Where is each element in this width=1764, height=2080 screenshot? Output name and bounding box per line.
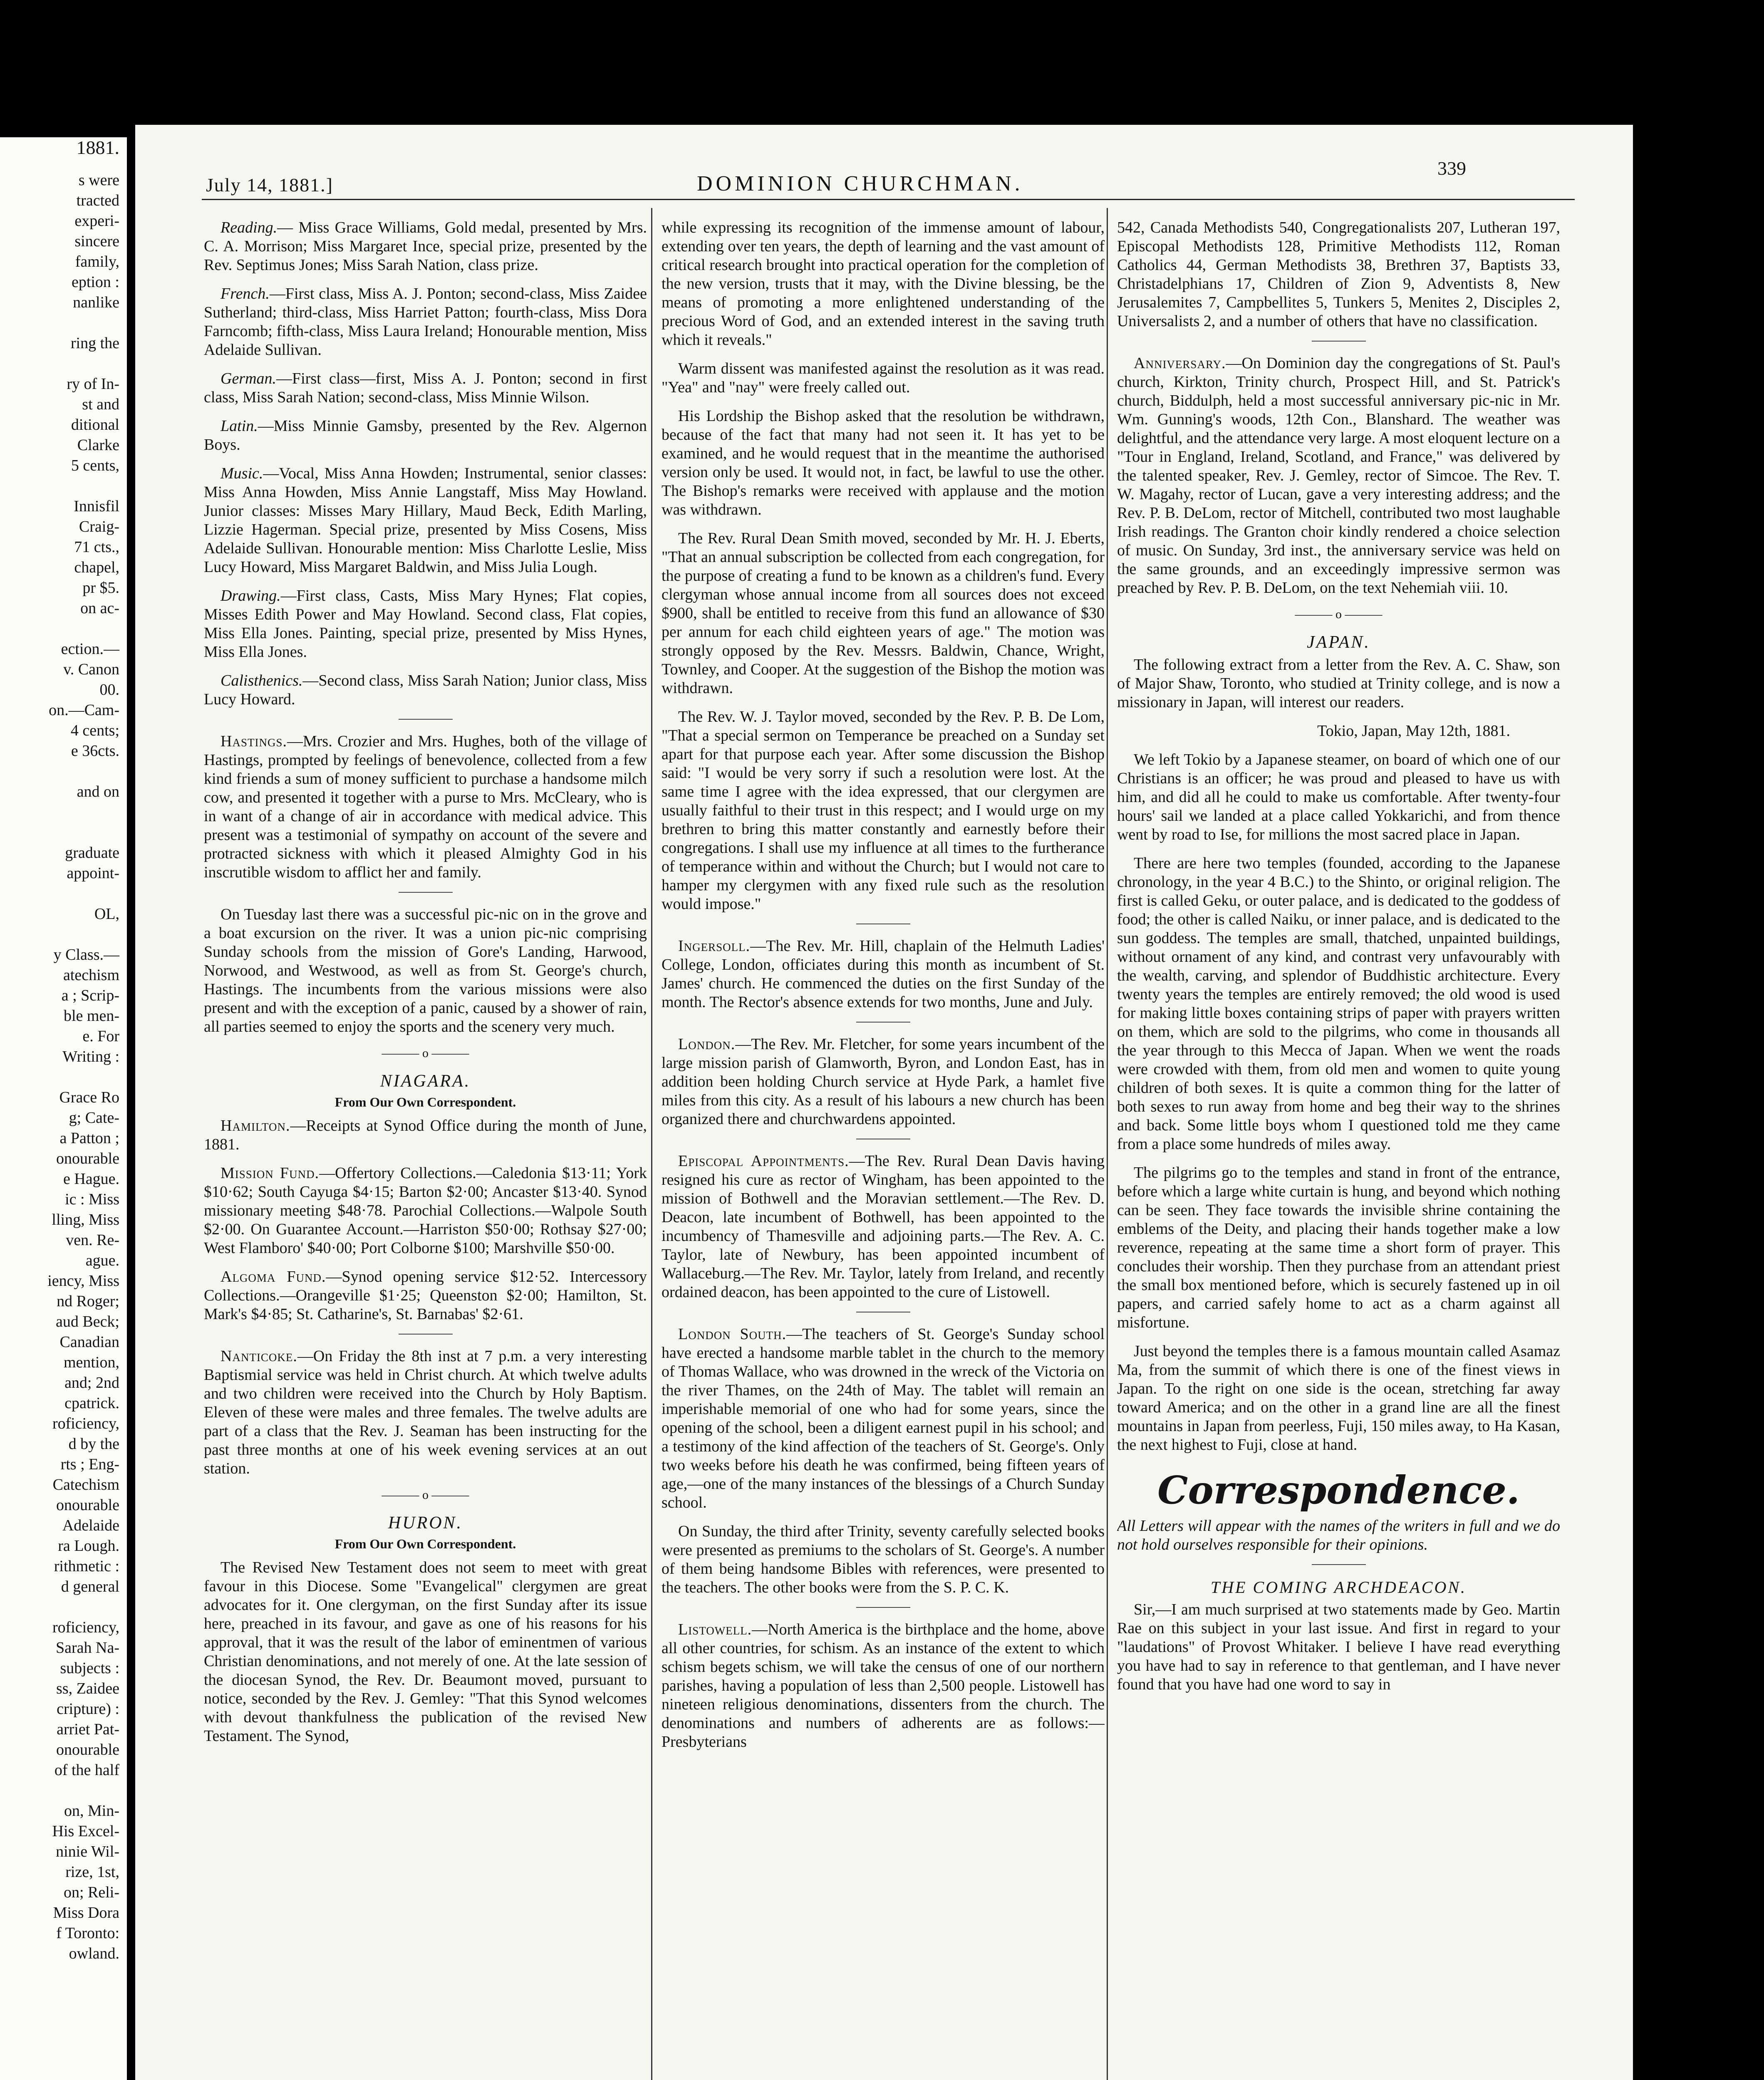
editorial-note: All Letters will appear with the names of the writers in full and we do not hold ourselves responsible for their opinions. <box>1117 1517 1560 1553</box>
left-page-line: roficiency, <box>52 1619 119 1636</box>
left-page-line: and; 2nd <box>64 1374 119 1392</box>
left-page-line: ague. <box>85 1252 119 1269</box>
left-page-line <box>0 1067 127 1087</box>
left-page-number: 1881. <box>76 137 119 158</box>
left-page-line: rts ; Eng- <box>60 1456 119 1473</box>
left-page-line <box>0 802 127 822</box>
left-page-line: 5 cents, <box>71 457 119 474</box>
left-page-fragment <box>0 137 127 2080</box>
left-page-line: rithmetic : <box>54 1558 119 1575</box>
left-page-line: arriet Pat- <box>57 1721 119 1738</box>
paragraph: His Lordship the Bishop asked that the resolution be withdrawn, because of the fact that many had not seen it. It has yet to be examined, and he would request that in the meantime the authorised version only be used. It would not, in fact, be lawful to use the other. The Bishop's remarks were received with applause and the motion was withdrawn. <box>662 407 1105 518</box>
left-page-line: His Excel- <box>52 1822 119 1840</box>
header-rule <box>202 199 1575 200</box>
section-divider <box>1312 1564 1366 1565</box>
article-mission-fund: Mission Fund.—Offertory Collections.—Caledonia $13·11; York $10·62; South Cayuga $4·15; Barton $2·00; Ancaster $13·40. Synod missionary meeting $48·78. Parochial Collections.—Walpole South $2·00. On Guarantee Account.—Harriston $50·00; Rothsay $27·00; West Flamboro' $40·00; Port Colborne $100; Marshville $50·00. <box>204 1164 647 1257</box>
left-page-line: sincere <box>74 233 119 250</box>
left-page-line: ss, Zaidee <box>56 1680 119 1697</box>
left-page-line: and on <box>77 783 119 800</box>
section-divider <box>856 1022 910 1023</box>
paragraph: On Sunday, the third after Trinity, seventy carefully selected books were presented as premiums to the scholars of St. George's. A number of them being handsome Bibles with references, were presented to the teachers. The other books were from the S. P. C. K. <box>662 1523 1105 1596</box>
article-german: German.—First class—first, Miss A. J. Ponton; second in first class, Miss Sarah Nation; second-class, Miss Minnie Wilson. <box>204 370 647 406</box>
heading-japan: JAPAN. <box>1307 633 1370 652</box>
article-hamilton: Hamilton.—Receipts at Synod Office during the month of June, 1881. <box>204 1117 647 1153</box>
left-page-line: e Hague. <box>63 1170 119 1188</box>
left-page-line: on; Reli- <box>63 1884 119 1901</box>
paragraph: 542, Canada Methodists 540, Congregationalists 207, Lutheran 197, Episcopal Methodists 128, Primitive Methodists 112, Roman Catholics 44, German Methodists 38, Brethren 37, Baptists 33, Christadelphians 17, Children of Zion 9, Adventists 8, New Jerusalemites 7, Campbellites 5, Tunkers 5, Menites 2, Disciples 2, Universalists 2, and a number of others that have no classification. <box>1117 219 1560 330</box>
left-page-line: OL, <box>94 905 119 923</box>
left-page-line: 4 cents; <box>70 722 119 739</box>
article-algoma-fund: Algoma Fund.—Synod opening service $12·52. Intercessory Collections.—Orangeville $1·25; Queenston $2·00; Hamilton, St. Mark's $4·85; St. Catharine's, St. Barnabas' $2·61. <box>204 1268 647 1323</box>
column-rule <box>1107 208 1108 2080</box>
left-page-line: ra Lough. <box>58 1537 119 1555</box>
ornamental-divider: ——— o ——— <box>382 1046 469 1060</box>
left-page-line: tracted <box>76 192 119 209</box>
left-page-line: subjects : <box>60 1659 119 1677</box>
letter-text: Sir,—I am much surprised at two statements made by Geo. Martin Rae on this subject in your last issue. And first in regard to your "laudations" of Provost Whitaker. I believe I have read everything you have had to say in reference to that gentleman, and I have never found that you have had one word to say in <box>1117 1601 1560 1693</box>
paragraph: while expressing its recognition of the immense amount of labour, extending over ten years, the depth of learning and the vast amount of critical research brought into practical operation for the completion of the new version, trusts that it may, with the Divine blessing, be the means of promoting a more enlightened understanding of the precious Word of God, and an extended interest in the saving truth which it reveals." <box>662 219 1105 349</box>
left-page-line: lling, Miss <box>52 1211 119 1228</box>
left-page-line: onourable <box>56 1150 119 1167</box>
paragraph: The Rev. W. J. Taylor moved, seconded by the Rev. P. B. De Lom, "That a special sermon on Temperance be preached on a Sunday set apart for that purpose each year. After some discussion the Bishop said: "I would be very sorry if such a resolution were lost. At the same time I agree with the idea expressed, that our clergymen are usually faithful to their trust in this respect; and I would urge on my brethren to bring this matter constantly and earnestly before their congregations. I shall use my influence at all times to the furtherance of temperance within and without the Church; but I would not care to hamper my clergymen with any fixed rule such as the resolution would impose." <box>662 708 1105 913</box>
article-london: London.—The Rev. Mr. Fletcher, for some years incumbent of the large mission parish of Glamworth, Byron, and London East, has in addition been holding Church service at Hyde Park, a hamlet five miles from this city. As a result of his labours a new church has been organized there and churchwardens appointed. <box>662 1035 1105 1128</box>
page-edge <box>1633 125 1764 2080</box>
left-page-line: s were <box>78 171 119 189</box>
left-page-line: e. For <box>82 1028 119 1045</box>
left-page-line: on.—Cam- <box>49 701 119 719</box>
left-page-line: a ; Scrip- <box>61 987 119 1004</box>
left-page-line: Grace Ro <box>59 1089 119 1106</box>
paragraph: There are here two temples (founded, according to the Japanese chronology, in the year 4 B.C.) to the Shinto, or original religion. The first is called Geku, or outer palace, and is dedicated to the goddess of food; the other is called Naiku, or inner palace, and is dedicated to the sun goddess. The temples are small, thatched, unpainted buildings, without ornament of any kind, and contrast very unfavourably with the wealth, carving, and splendor of Buddhistic architecture. Every twenty years the temples are entirely removed; the old wood is used for making little boxes containing strips of paper with prayers written on them, which are sold to the pilgrims, who come in thousands all the year through to this Mecca of Japan. When we went the roads were crowded with them, from old men and women to quite young children of both sexes. It is quite a common thing for the latter of both sexes to run away from home and beg their way to the shrines and back. Some little boys whom I questioned told me they came from a place some hundreds of miles away. <box>1117 854 1560 1153</box>
left-page-line: of the half <box>54 1761 119 1779</box>
left-page-line: v. Canon <box>63 661 119 678</box>
column-rule <box>651 208 652 2080</box>
left-page-line <box>0 476 127 496</box>
left-page-line: eption : <box>71 273 119 291</box>
column-1 <box>204 218 647 2080</box>
page-number: 339 <box>1437 158 1466 179</box>
left-page-line: appoint- <box>67 864 119 882</box>
article-huron: The Revised New Testament does not seem to meet with great favour in this Diocese. Some "Evangelical" clergymen are great advocates for it. One clergyman, on the first Sunday after its issue here, preached in its favour, and gave as one of his reasons for his approval, that it was the result of the labor of eminentmen of various Christian denominations, and not merely of one. At the late session of the diocesan Synod, the Rev. Dr. Beaumont moved, pursuant to notice, seconded by the Rev. J. Gemley: "That this Synod welcomes with devout thankfulness the publication of the revised New Testament. The Synod, <box>204 1559 647 1745</box>
left-page-line <box>0 619 127 639</box>
left-page-line <box>0 354 127 374</box>
article-calisthenics: Calisthenics.—Second class, Miss Sarah Nation; Junior class, Miss Lucy Howard. <box>204 672 647 708</box>
left-page-line: Clarke <box>77 436 119 454</box>
paragraph: The following extract from a letter from the Rev. A. C. Shaw, son of Major Shaw, Toronto, who studied at Trinity college, and is now a missionary in Japan, will interest our readers. <box>1117 656 1560 711</box>
left-page-line: cpatrick. <box>64 1394 119 1412</box>
masthead-title: DOMINION CHURCHMAN. <box>697 172 1023 196</box>
heading-correspondence: Correspondence. <box>1157 1468 1520 1513</box>
left-page-line: iency, Miss <box>47 1272 119 1290</box>
left-page-line: nanlike <box>73 294 119 311</box>
article-latin: Latin.—Miss Minnie Gamsby, presented by the Rev. Algernon Boys. <box>204 417 647 453</box>
column-2 <box>662 218 1105 2080</box>
left-page-line: Catechism <box>52 1476 119 1493</box>
left-page-line: atechism <box>63 966 119 984</box>
left-page-line: ry of In- <box>67 375 119 393</box>
article-nanticoke: Nanticoke.—On Friday the 8th inst at 7 p.m. a very interesting Baptismial service was held in Christ church. At which twelve adults and two children were received into the Church by Holy Baptism. Eleven of these were males and three females. The twelve adults are part of a class that the Rev. J. Seaman has been instructing for the past three months at one of his week evening services at an out station. <box>204 1347 647 1477</box>
left-page-line: on, Min- <box>64 1802 119 1820</box>
left-page-line: 71 cts., <box>74 538 119 556</box>
left-page-line: owland. <box>69 1945 119 1962</box>
article-reading: Reading.— Miss Grace Williams, Gold medal, presented by Mrs. C. A. Morrison; Miss Margaret Ince, special prize, presented by the Rev. Septimus Jones; Miss Sarah Nation, class prize. <box>204 219 647 274</box>
page-header <box>135 125 1633 200</box>
left-page-line: nd Roger; <box>57 1293 119 1310</box>
left-page-line: Innisfil <box>74 498 119 515</box>
left-page-line: ring the <box>70 334 119 352</box>
left-page-line: d general <box>61 1578 119 1595</box>
newspaper-page <box>135 125 1633 2080</box>
left-page-line <box>0 313 127 333</box>
left-page-line: d by the <box>68 1435 119 1453</box>
left-page-line: st and <box>82 396 119 413</box>
left-page-line: roficiency, <box>52 1415 119 1432</box>
subheading-correspondent: From Our Own Correspondent. <box>334 1536 516 1551</box>
article-listowell: Listowell.—North America is the birthplace and the home, above all other countries, for schism. As an instance of the extent to which schism begets schism, we will take the census of one of our northern parishes, having a population of less than 2,500 people. Listowell has nineteen religious denominations, dissenters from the church. The denominations and numbers of adherents are as follows:—Presbyterians <box>662 1621 1105 1751</box>
paragraph: Just beyond the temples there is a famous mountain called Asamaz Ma, from the summit of which there is one of the finest views in Japan. To the right on one side is the ocean, stretching far away toward America; and on the other in a grand line are all the finest mountains in Japan from peerless, Fuji, 150 miles away, to Ha Kasan, the next highest to Fuji, close at hand. <box>1117 1342 1560 1454</box>
article-ingersoll: Ingersoll.—The Rev. Mr. Hill, chaplain of the Helmuth Ladies' College, London, officiates during this month as incumbent of St. James' church. He commenced the duties on the first Sunday of the month. The Rector's absence extends for two months, June and July. <box>662 937 1105 1011</box>
left-page-line <box>0 761 127 782</box>
left-page-line <box>0 924 127 945</box>
column-3 <box>1117 218 1560 2080</box>
heading-huron: HURON. <box>388 1513 463 1533</box>
left-page-line <box>0 1597 127 1617</box>
left-page-line <box>0 822 127 843</box>
section-divider <box>1312 341 1366 342</box>
paragraph: The Rev. Rural Dean Smith moved, seconded by Mr. H. J. Eberts, "That an annual subscription be collected from each congregation, for the purpose of creating a fund to be known as a children's fund. Every clergyman whose annual income from all sources does not exceed $900, shall be entitled to receive from this fund an allowance of $30 per annum for each child eighteen years of age." The motion was strongly opposed by the Rev. Messrs. Baldwin, Chance, Wright, Townley, and Cooper. At the suggestion of the Bishop the motion was withdrawn. <box>662 530 1105 697</box>
heading-niagara: NIAGARA. <box>380 1072 471 1091</box>
left-page-line: ninie Wil- <box>56 1843 119 1860</box>
left-page-line: e 36cts. <box>71 742 119 760</box>
section-divider <box>399 1334 453 1335</box>
left-page-line: experi- <box>74 212 119 230</box>
left-page-line: chapel, <box>74 559 119 576</box>
left-page-line: onourable <box>56 1496 119 1514</box>
ornamental-divider: ——— o ——— <box>1295 607 1382 621</box>
left-page-line: Miss Dora <box>53 1904 119 1922</box>
left-page-line: ditional <box>71 416 119 433</box>
left-page-line: f Toronto: <box>56 1924 119 1942</box>
left-page-line: ic : Miss <box>65 1191 119 1208</box>
left-page-line: rize, 1st, <box>65 1863 119 1881</box>
left-page-line: Canadian <box>59 1333 119 1351</box>
left-page-line <box>0 884 127 904</box>
article-episcopal-appointments: Episcopal Appointments.—The Rev. Rural Dean Davis having resigned his cure as rector of Wingham, has been appointed to the mission of Bothwell and the Moravian settlement.—The Rev. D. Deacon, late incumbent of Bothwell, has been appointed to the incumbency of Thamesville and adjoining parts.—The Rev. A. C. Taylor, late of Newbury, has been appointed incumbent of Wallaceburg.—The Rev. Mr. Taylor, lately from Ireland, and recently ordained deacon, has been appointed to the cure of Listowell. <box>662 1152 1105 1301</box>
left-page-line: Adelaide <box>62 1517 119 1534</box>
left-page-line: ection.— <box>61 640 119 658</box>
article-drawing: Drawing.—First class, Casts, Miss Mary Hynes; Flat copies, Misses Edith Power and May Howland. Second class, Flat copies, Miss Ella Jones. Painting, special prize, presented by Miss Hynes, Miss Ella Jones. <box>204 587 647 661</box>
left-page-line: cripture) : <box>57 1700 119 1718</box>
left-page-line: family, <box>75 253 119 270</box>
left-page-line: onourable <box>56 1741 119 1758</box>
article-hastings: Hastings.—Mrs. Crozier and Mrs. Hughes, both of the village of Hastings, prompted by feelings of benevolence, collected from a few kind friends a sum of money sufficient to purchase a handsome milch cow, and presented it together with a purse to Mrs. McCleary, who is in want of a change of air in accordance with medical advice. This present was a testimonial of sympathy on account of the severe and protracted sickness with which it pleased Almighty God in his inscrutible wisdom to afflict her and family. <box>204 733 647 881</box>
left-page-line: 00. <box>99 681 119 698</box>
left-page-line: graduate <box>65 844 119 862</box>
left-page-line: Sarah Na- <box>56 1639 119 1657</box>
paragraph: Warm dissent was manifested against the resolution as it was read. "Yea" and "nay" were freely called out. <box>662 360 1105 396</box>
article-anniversary: Anniversary.—On Dominion day the congregations of St. Paul's church, Kirkton, Trinity church, Prospect Hill, and St. Patrick's church, Biddulph, held a most successful anniversary pic-nic in Mr. Wm. Gunning's woods, 12th Con., Blanshard. The weather was delightful, and the attendance very large. A most eloquent lecture on a "Tour in England, Ireland, Scotland, and France," was delivered by the talented speaker, Rev. J. Gemley, rector of Simcoe. The Rev. T. W. Magahy, rector of Lucan, gave a very interesting address; and the Rev. P. B. DeLom, rector of Mitchell, contributed two most laughable Irish readings. The Granton choir kindly rendered a choice selection of music. On Sunday, 3rd inst., the anniversary service was held on the same grounds, and an exceedingly impressive sermon was preached by Rev. P. B. DeLom, on the text Nehemiah viii. 10. <box>1117 354 1560 597</box>
article-french: French.—First class, Miss A. J. Ponton; second-class, Miss Zaidee Sutherland; third-class, Miss Harriet Patton; fourth-class, Miss Dora Farncomb; fifth-class, Miss Laura Ireland; Honourable mention, Miss Adelaide Sullivan. <box>204 285 647 359</box>
left-page-line: ble men- <box>63 1007 119 1025</box>
section-divider <box>399 892 453 893</box>
left-page-line: mention, <box>63 1354 119 1371</box>
heading-coming-archdeacon: THE COMING ARCHDEACON. <box>1210 1578 1467 1597</box>
paragraph: The pilgrims go to the temples and stand in front of the entrance, before which a large white curtain is hung, and beyond which nothing can be seen. They face towards the invisible shrine containing the emblems of the Deity, and placing their hands together make a low reverence, repeating at the same time a short form of prayer. This concludes their worship. Then they purchase from an attendant priest the small box mentioned before, which is securely fastened up in oil papers, and carried safely home to act as a charm against all misfortune. <box>1117 1164 1560 1331</box>
left-page-line: on ac- <box>80 599 119 617</box>
article-picnic: On Tuesday last there was a successful pic-nic on in the grove and a boat excursion on the river. It was a union pic-nic comprising Sunday schools from the mission of Gore's Landing, Harwood, Norwood, and Westwood, as well as from St. George's church, Hastings. The incumbents from the various missions were also present and with the exception of a panic, caused by a shower of rain, all parties seemed to enjoy the sports and the scenery very much. <box>204 906 647 1035</box>
section-divider <box>399 719 453 720</box>
binding-gutter <box>127 0 135 2080</box>
dateline: Tokio, Japan, May 12th, 1881. <box>1317 722 1510 740</box>
article-london-south: London South.—The teachers of St. George's Sunday school have erected a handsome marble tablet in the church to the memory of Thomas Wallace, who was drowned in the wreck of the Victoria on the river Thames, on the 24th of May. The tablet will remain an imperishable memorial of one who had for some years, since the opening of the school, been a diligent earnest pupil in his school; and a testimony of the kind affection of the teachers of St. George's. Only two weeks before his death he was confirmed, being fifteen years of age,—one of the many instances of the blessings of a Church Sunday school. <box>662 1325 1105 1511</box>
left-page-line: aud Beck; <box>55 1313 119 1330</box>
section-divider <box>856 1607 910 1608</box>
left-page-line: ven. Re- <box>66 1231 119 1249</box>
issue-date: July 14, 1881.] <box>206 174 333 196</box>
left-page-line: Craig- <box>79 518 119 535</box>
left-page-line: pr $5. <box>82 579 119 597</box>
left-page-line: y Class.— <box>53 946 119 963</box>
left-page-line: a Patton ; <box>59 1129 119 1147</box>
left-page-line: Writing : <box>62 1048 119 1065</box>
paragraph: We left Tokio by a Japanese steamer, on board of which one of our Christians is an officer; he was proud and pleased to have us with him, and did all he could to make us comfortable. After twenty-four hours' sail we landed at a place called Yokkarichi, and from thence went by road to Ise, for millions the most sacred place in Japan. <box>1117 751 1560 843</box>
left-page-line: g; Cate- <box>69 1109 119 1127</box>
ornamental-divider: ——— o ——— <box>382 1488 469 1502</box>
left-page-line <box>0 1780 127 1801</box>
subheading-correspondent: From Our Own Correspondent. <box>334 1094 516 1109</box>
article-music: Music.—Vocal, Miss Anna Howden; Instrumental, senior classes: Miss Anna Howden, Miss Annie Langstaff, Miss May Howland. Junior classes: Misses Mary Hillary, Maud Beck, Edith Marling, Lizzie Hagerman. Special prize, presented by Miss Cosens, Miss Adelaide Sullivan. Honourable mention: Miss Charlotte Leslie, Miss Lucy Howard, Miss Margaret Baldwin, and Miss Julia Lough. <box>204 465 647 576</box>
